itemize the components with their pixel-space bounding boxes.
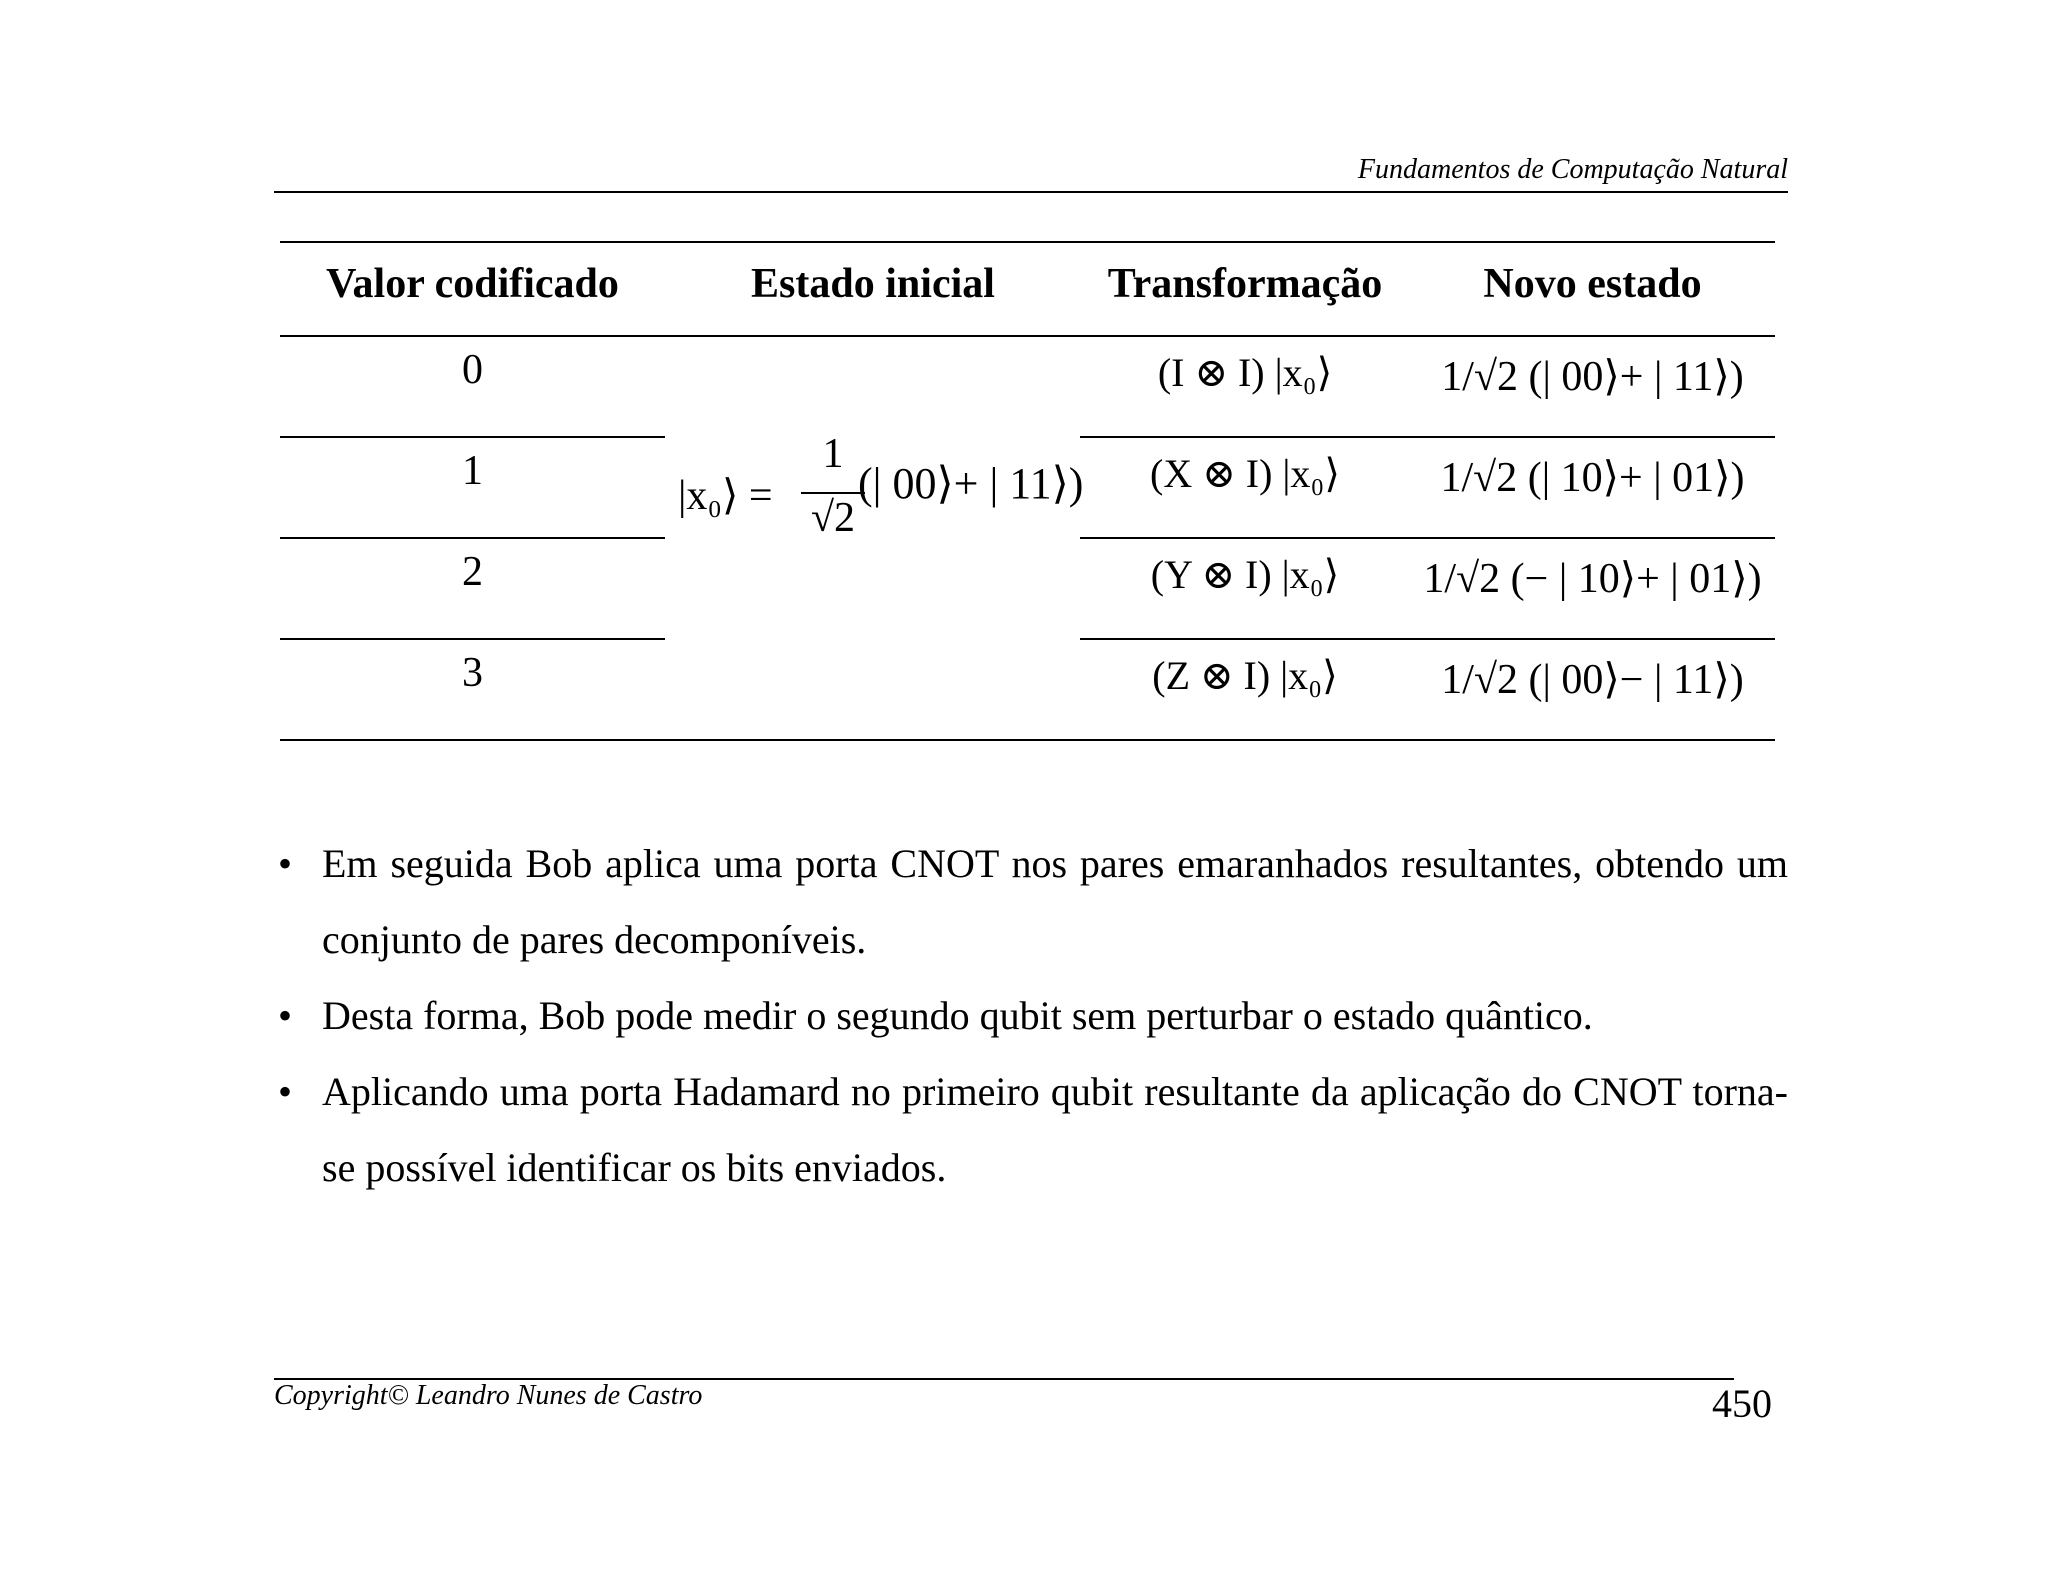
- initial-state-lhs: |x₀⟩ =: [678, 473, 773, 519]
- row-new-state: 1/√2 (| 10⟩+ | 01⟩): [1440, 455, 1745, 501]
- bullet-item: [274, 1054, 1788, 1206]
- running-header-title: Fundamentos de Computação Natural: [1357, 154, 1788, 185]
- header-rule: [274, 191, 1788, 193]
- table-top-rule: [280, 241, 1775, 243]
- bullet-list: [274, 826, 1788, 1206]
- row-transform: (I ⊗ I) |x₀⟩: [1157, 350, 1333, 395]
- bullet-text: Desta forma, Bob pode medir o segundo qubit sem perturbar o estado quântico.: [322, 993, 1593, 1038]
- bullet-text: Em seguida Bob aplica uma porta CNOT nos pares emaranhados resultantes, obtendo um conjunto de pares decomponíveis.: [322, 841, 1788, 962]
- bullet-item: [274, 826, 1788, 978]
- bullet-marker: •: [278, 993, 293, 1038]
- row-new-state: 1/√2 (| 00⟩− | 11⟩): [1441, 657, 1744, 703]
- row-rule-right: [1080, 436, 1775, 438]
- row-rule-left: [280, 436, 665, 438]
- col-header-novo-estado: Novo estado: [1483, 261, 1702, 307]
- col-header-valor: Valor codificado: [326, 261, 619, 307]
- row-value: 1: [462, 448, 483, 494]
- fraction-numerator: 1: [822, 431, 844, 477]
- row-value: 0: [462, 347, 483, 393]
- col-header-estado-inicial: Estado inicial: [751, 261, 995, 307]
- table-bottom-rule: [280, 739, 1775, 741]
- row-rule-left: [280, 537, 665, 539]
- initial-state-formula: [668, 430, 1084, 560]
- bullet-text: Aplicando uma porta Hadamard no primeiro qubit resultante da aplicação do CNOT torna-se possível identificar os bits enviados.: [322, 1069, 1788, 1190]
- fraction-denominator: √2: [810, 495, 856, 541]
- row-new-state: 1/√2 (− | 10⟩+ | 01⟩): [1423, 556, 1762, 602]
- initial-state-rhs: (| 00⟩+ | 11⟩): [858, 459, 1084, 508]
- row-value: 3: [462, 650, 483, 696]
- table-header-rule: [280, 335, 1775, 337]
- bullet-marker: •: [278, 841, 293, 886]
- row-rule-right: [1080, 638, 1775, 640]
- row-new-state: 1/√2 (| 00⟩+ | 11⟩): [1441, 354, 1744, 400]
- row-rule-right: [1080, 537, 1775, 539]
- bullet-marker: •: [278, 1069, 293, 1114]
- col-header-transformacao: Transformação: [1107, 261, 1383, 307]
- footer-copyright: Copyright© Leandro Nunes de Castro: [274, 1380, 703, 1411]
- row-rule-left: [280, 638, 665, 640]
- row-transform: (Z ⊗ I) |x₀⟩: [1152, 653, 1338, 698]
- page-number: 450: [1712, 1381, 1772, 1426]
- bullet-item: [274, 978, 1788, 1054]
- row-value: 2: [462, 549, 483, 595]
- row-transform: (X ⊗ I) |x₀⟩: [1150, 451, 1340, 496]
- row-transform: (Y ⊗ I) |x₀⟩: [1150, 552, 1340, 597]
